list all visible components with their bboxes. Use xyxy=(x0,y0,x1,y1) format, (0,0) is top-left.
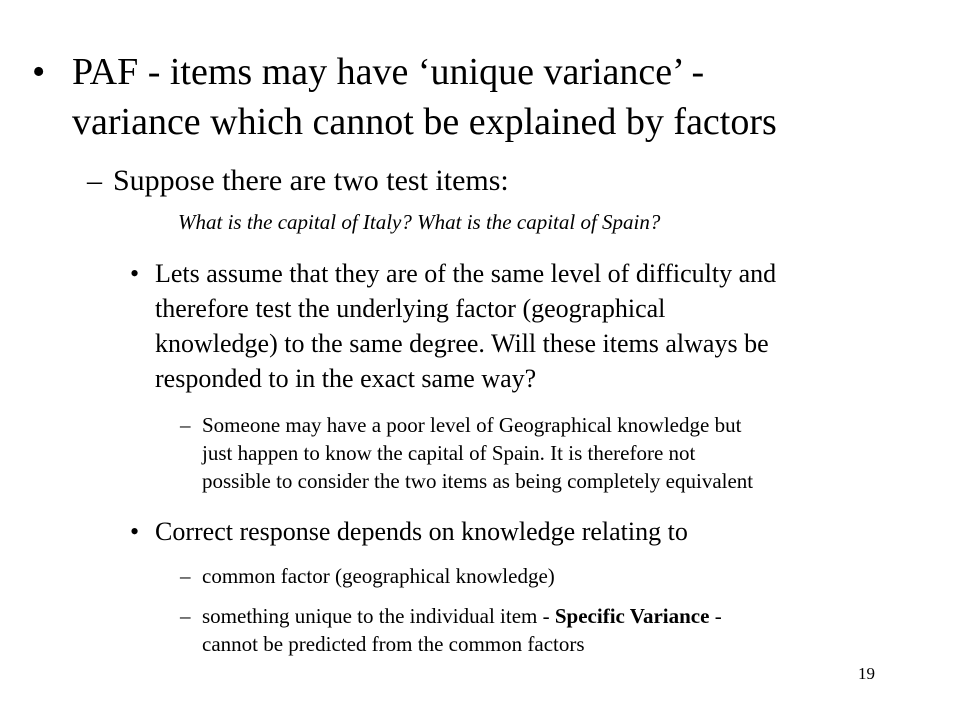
sub-bullet-text: Suppose there are two test items: xyxy=(113,164,509,197)
dash-marker: – xyxy=(180,413,191,437)
bullet-text-line-1: PAF - items may have ‘unique variance’ - xyxy=(72,51,705,93)
point-text: Correct response depends on knowledge relating to xyxy=(155,517,688,546)
bullet-text-line-2: variance which cannot be explained by factors xyxy=(72,101,777,143)
detail-text-line-3: possible to consider the two items as being completely equivalent xyxy=(202,469,754,493)
specific-variance-term: Specific Variance xyxy=(554,604,710,628)
dash-marker: – xyxy=(180,564,191,588)
point-text-line-4: responded to in the exact same way? xyxy=(155,364,537,393)
detail-text-line-1: Someone may have a poor level of Geographical knowledge but xyxy=(202,413,742,437)
detail-text-plain: something unique to the individual item - xyxy=(202,604,555,628)
detail-text-trailing: - xyxy=(709,604,722,628)
point-text-line-3: knowledge) to the same degree. Will these items always be xyxy=(155,329,769,358)
bullet-marker: • xyxy=(32,51,46,93)
page-number: 19 xyxy=(858,664,875,683)
detail-text-line-1 xyxy=(202,602,722,630)
point-text-line-1: Lets assume that they are of the same level of difficulty and xyxy=(155,259,777,288)
example-items: What is the capital of Italy? What is the capital of Spain? xyxy=(178,210,661,234)
dash-marker: – xyxy=(87,164,102,197)
bullet-marker: • xyxy=(130,259,140,288)
dash-marker: – xyxy=(180,604,191,628)
point-text-line-2: therefore test the underlying factor (geographical xyxy=(155,294,666,323)
detail-text-line-2: cannot be predicted from the common factors xyxy=(202,632,585,656)
detail-text-line-2: just happen to know the capital of Spain. It is therefore not xyxy=(202,441,696,465)
detail-text: common factor (geographical knowledge) xyxy=(202,564,555,588)
bullet-marker: • xyxy=(130,517,140,546)
